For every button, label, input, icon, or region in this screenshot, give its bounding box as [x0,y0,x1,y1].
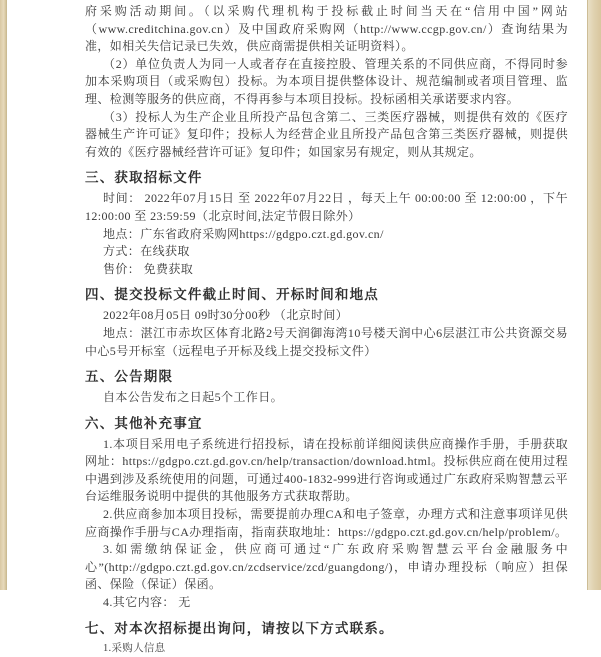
other-matters-item-3: 3.如需缴纳保证金，供应商可通过“广东政府采购智慧云平台金融服务中心”(http://gdgpo.czt.gd.gov.cn/zcdservice/zcd/guangdong/)，申请办理投标（响应）担保函、保险（保证）保函。 [85,542,568,592]
announcement-period-line: 自本公告发布之日起5个工作日。 [103,390,284,405]
preamble-item-2-paragraph: （2）单位负责人为同一人或者存在直接控股、管理关系的不同供应商，不得同时参加本采购项目（或采购包）投标。为本项目提供整体设计、规范编制或者项目管理、监理、检测等服务的供应商，不得再参与本项目投标。投标函相关承诺要求内容。 [85,56,568,106]
obtain-time-line: 时间： 2022年07月15日 至 2022年07月22日 ，每天上午 00:00:00 至 12:00:00 ，下午 12:00:00 至 23:59:59（北京时间,法定节假日除外） [85,191,568,223]
other-matters-item-2: 2.供应商参加本项目投标，需要提前办理CA和电子签章，办理方式和注意事项详见供应商操作手册与CA办理指南，指南获取地址：https://gdgpo.czt.gd.gov.cn/help/problem/。 [85,507,568,539]
section-heading-announcement-period: 五、公告期限 [85,369,174,385]
opening-location-line: 地点：湛江市赤坎区体育北路2号天润御海湾10号楼天润中心6层湛江市公共资源交易中心5号开标室（远程电子开标及线上提交投标文件） [85,325,568,358]
deadline-datetime-line: 2022年08月05日 09时30分00秒 （北京时间） [103,308,349,323]
obtain-method-line: 方式：在线获取 [103,244,190,259]
other-matters-item-4: 4.其它内容： 无 [103,595,191,610]
left-margin-strip [0,0,7,590]
right-margin-strip [587,0,601,590]
section-heading-other-matters: 六、其他补充事宜 [85,415,203,431]
other-matters-item-1: 1.本项目采用电子系统进行招投标，请在投标前详细阅读供应商操作手册，手册获取网址：https://gdgpo.czt.gd.gov.cn/help/transaction/download.html。投标供应商在使用过程中遇到涉及系统使用的问题，可通过400-1832-999进行咨询或通过广东政府采购智慧云平台运维服务说明中提供的其他服务方式获取帮助。 [85,436,568,504]
preamble-continuation-paragraph: 府采购活动期间。（以采购代理机构于投标截止时间当天在“信用中国”网站（www.creditchina.gov.cn）及中国政府采购网（http://www.ccgp.gov.cn/）查询结果为准，如相关失信记录已失效，供应商需提供相关证明资料）。 [85,4,568,54]
preamble-item-3-paragraph: （3）投标人为生产企业且所投产品包含第二、三类医疗器械，则提供有效的《医疗器械生产许可证》复印件；投标人为经营企业且所投产品包含第三类医疗器械，则提供有效的《医疗器械经营许可证》复印件；如国家另有规定，则从其规定。 [85,109,568,159]
section-heading-obtain-bid-documents: 三、获取招标文件 [85,170,203,186]
obtain-price-line: 售价： 免费获取 [103,261,194,276]
section-heading-contact: 七、对本次招标提出询问，请按以下方式联系。 [85,620,394,636]
purchaser-info-label: 1.采购人信息 [103,642,166,654]
obtain-location-line: 地点：广东省政府采购网https://gdgpo.czt.gd.gov.cn/ [103,226,384,241]
document-content [85,3,568,657]
section-heading-submission-deadline: 四、提交投标文件截止时间、开标时间和地点 [85,287,379,303]
